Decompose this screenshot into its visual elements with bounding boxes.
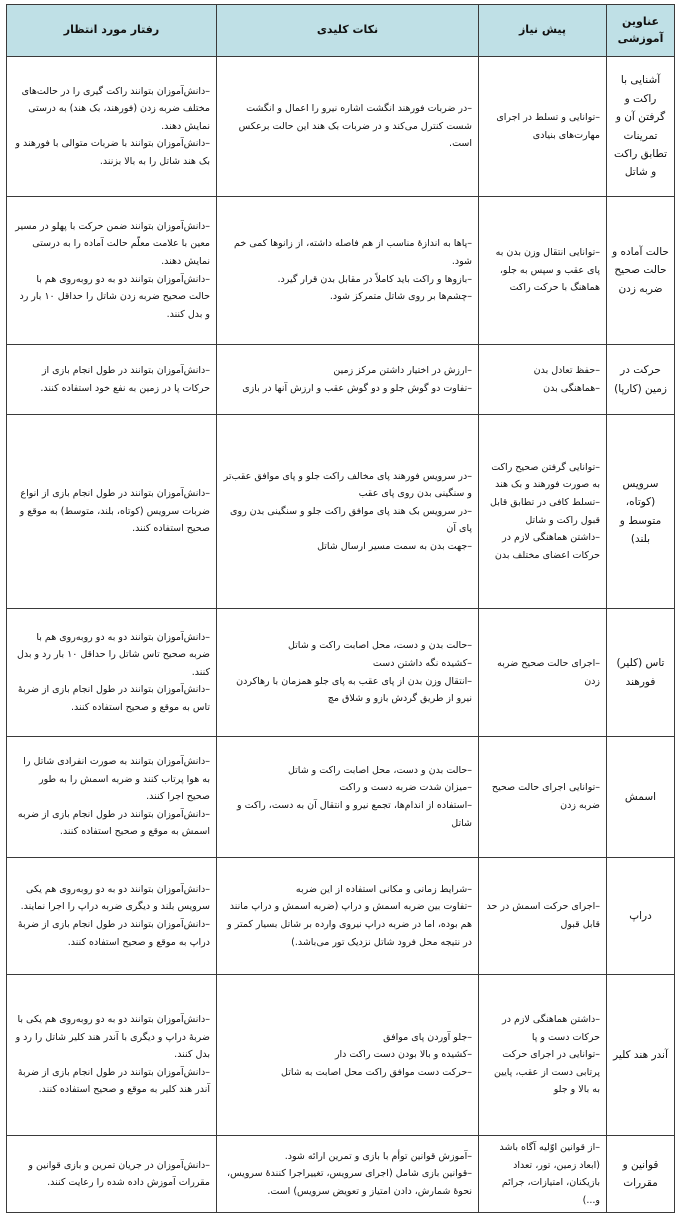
key-point-cell xyxy=(217,609,479,737)
prerequisite-item: – توانایی انتقال وزن بدن به پای عقب و سپس به جلو، هماهنگ با حرکت راکت xyxy=(485,244,600,297)
header-expected-behavior: رفتار مورد انتظار xyxy=(7,5,217,57)
prerequisite-cell xyxy=(479,415,607,609)
key-point-item: – جهت بدن به سمت مسیر ارسال شاتل xyxy=(223,538,472,556)
key-point-cell xyxy=(217,197,479,345)
key-point-item: – قوانین بازی شامل (اجرای سرویس، تغییراجرا کنندهٔ سرویس، نحوهٔ شمارش، دادن امتیاز و تعویض سرویس) است. xyxy=(223,1165,472,1200)
expected-behavior-cell xyxy=(7,858,217,975)
prerequisite-item: – هماهنگی بدن xyxy=(485,380,600,398)
expected-behavior-item: – دانش‌آموزان بتوانند دو به دو روبه‌روی هم یکی سرویس بلند و دیگری ضربه دراپ را اجرا نمایند. xyxy=(13,881,210,916)
key-point-cell xyxy=(217,345,479,415)
prerequisite-item: – توانایی اجرای حالت صحیح ضربه زدن xyxy=(485,779,600,814)
key-point-cell xyxy=(217,415,479,609)
key-point-cell xyxy=(217,858,479,975)
prerequisite-item: – اجرای حرکت اسمش در حد قابل قبول xyxy=(485,898,600,933)
expected-behavior-cell xyxy=(7,197,217,345)
prerequisite-item: – حفظ تعادل بدن xyxy=(485,362,600,380)
prerequisite-item: – داشتن هماهنگی لازم در حرکات دست و پا xyxy=(485,1011,600,1046)
key-point-item: – تفاوت دو گوش جلو و دو گوش عقب و ارزش آنها در بازی xyxy=(223,380,472,398)
topic-cell: حالت آماده و حالت صحیح ضربه زدن xyxy=(607,197,675,345)
key-point-item: – میزان شدت ضربه دست و راکت xyxy=(223,779,472,797)
expected-behavior-item: – دانش‌آموزان بتوانند دو به دو روبه‌روی هم با ضربه صحیح تاس شاتل را حداقل ۱۰ بار رد و بدل کنند. xyxy=(13,629,210,682)
expected-behavior-cell xyxy=(7,57,217,197)
prerequisite-item: – داشتن هماهنگی لازم در حرکات اعضای مختلف بدن xyxy=(485,529,600,564)
table-row xyxy=(7,858,675,975)
key-point-item: – آموزش قوانین توأم با بازی و تمرین ارائه شود. xyxy=(223,1148,472,1166)
key-point-item: – در سرویس فورهند پای مخالف راکت جلو و پای موافق عقب‌تر و سنگینی بدن روی پای عقب xyxy=(223,468,472,503)
prerequisite-item: – توانایی و تسلط در اجرای مهارت‌های بنیادی xyxy=(485,109,600,144)
page xyxy=(6,4,674,1212)
topic-cell: قوانین و مقررات xyxy=(607,1136,675,1213)
key-point-item: – حالت بدن و دست، محل اصابت راکت و شاتل xyxy=(223,762,472,780)
table-row xyxy=(7,609,675,737)
table-row xyxy=(7,975,675,1136)
prerequisite-item: – از قوانین اوّلیه آگاه باشد (ابعاد زمین، تور، تعداد بازیکنان، امتیازات، جرائم و...) xyxy=(485,1139,600,1209)
key-point-cell xyxy=(217,975,479,1136)
key-point-item: – جلو آوردن پای موافق xyxy=(223,1029,472,1047)
key-point-item: – تفاوت بین ضربه اسمش و دراپ (ضربه اسمش و دراپ مانند هم بوده، اما در ضربه دراپ نیروی وارده بر شاتل بسیار کمتر و در نتیجه محل فرود شاتل نزدیک تور می‌باشد.) xyxy=(223,898,472,951)
prerequisite-cell xyxy=(479,197,607,345)
prerequisite-cell xyxy=(479,57,607,197)
header-key-points: نکات کلیدی xyxy=(217,5,479,57)
header-topics: عناوین آموزشی xyxy=(607,5,675,57)
prerequisite-cell xyxy=(479,609,607,737)
expected-behavior-item: – دانش‌آموزان بتوانند راکت گیری را در حالت‌های مختلف ضربه زدن (فورهند، بک هند) به درستی نمایش دهند. xyxy=(13,83,210,136)
expected-behavior-cell xyxy=(7,415,217,609)
prerequisite-cell xyxy=(479,975,607,1136)
expected-behavior-item: – دانش‌آموزان بتوانند در طول انجام بازی از ضربهٔ دراپ به موقع و صحیح استفاده کنند. xyxy=(13,916,210,951)
expected-behavior-item: – دانش‌آموزان بتوانند دو به دو روبه‌روی هم یکی با ضربهٔ دراپ و دیگری با آندر هند کلیر شاتل را رد و بدل کنند. xyxy=(13,1011,210,1064)
header-row xyxy=(7,5,675,57)
topic-cell: تاس (کلیر) فورهند xyxy=(607,609,675,737)
prerequisite-cell xyxy=(479,345,607,415)
key-point-item: – در ضربات فورهند انگشت اشاره نیرو را اعمال و انگشت شست کنترل می‌کند و در ضربات بک هند این حالت برعکس است. xyxy=(223,100,472,153)
key-point-item: – حالت بدن و دست، محل اصابت راکت و شاتل xyxy=(223,637,472,655)
key-point-item: – پاها به اندازهٔ مناسب از هم فاصله داشته، از زانوها کمی خم شود. xyxy=(223,235,472,270)
curriculum-table xyxy=(6,4,675,1213)
key-point-item: – انتقال وزن بدن از پای عقب به پای جلو همزمان با رهاکردن نیرو از طریق گردش بازو و شلاق مچ xyxy=(223,673,472,708)
prerequisite-item: – توانایی در اجرای حرکت پرتابی دست از عقب، پایین به بالا و جلو xyxy=(485,1046,600,1099)
prerequisite-cell xyxy=(479,737,607,858)
prerequisite-cell xyxy=(479,858,607,975)
expected-behavior-item: – دانش‌آموزان بتوانند دو به دو روبه‌روی هم با حالت صحیح ضربه زدن شاتل را حداقل ۱۰ بار رد و بدل کنند. xyxy=(13,271,210,324)
topic-cell: دراپ xyxy=(607,858,675,975)
key-point-cell xyxy=(217,737,479,858)
table-row xyxy=(7,57,675,197)
expected-behavior-cell xyxy=(7,345,217,415)
expected-behavior-item: – دانش‌آموزان در جریان تمرین و بازی قوانین و مقررات آموزش داده شده را رعایت کنند. xyxy=(13,1157,210,1192)
expected-behavior-item: – دانش‌آموزان بتوانند در طول انجام بازی از ضربهٔ تاس به موقع و صحیح استفاده کنند. xyxy=(13,681,210,716)
key-point-cell xyxy=(217,57,479,197)
topic-cell: آشنایی با راکت و گرفتن آن و تمرینات تطابق راکت و شاتل xyxy=(607,57,675,197)
expected-behavior-item: – دانش‌آموزان بتوانند در طول انجام بازی از حرکات پا در زمین به نفع خود استفاده کنند. xyxy=(13,362,210,397)
expected-behavior-item: – دانش‌آموزان بتوانند در طول انجام بازی از ضربهٔ آندر هند کلیر به موقع و صحیح استفاده کنند. xyxy=(13,1064,210,1099)
expected-behavior-item: – دانش‌آموزان بتوانند با ضربات متوالی با فورهند و بک هند شاتل را به بالا بزنند. xyxy=(13,135,210,170)
table-row xyxy=(7,197,675,345)
expected-behavior-cell xyxy=(7,1136,217,1213)
header-prerequisites: پیش نیاز xyxy=(479,5,607,57)
table-row xyxy=(7,415,675,609)
key-point-item: – حرکت دست موافق راکت محل اصابت به شاتل xyxy=(223,1064,472,1082)
expected-behavior-item: – دانش‌آموزان بتوانند در طول انجام بازی از ضربه اسمش به موقع و صحیح استفاده کنند. xyxy=(13,806,210,841)
key-point-item: – چشم‌ها بر روی شاتل متمرکز شود. xyxy=(223,288,472,306)
expected-behavior-item: – دانش‌آموزان بتوانند به صورت انفرادی شاتل را به هوا پرتاب کنند و ضربه اسمش را به طور صحیح اجرا کنند. xyxy=(13,753,210,806)
key-point-item: – بازوها و راکت باید کاملاً در مقابل بدن قرار گیرد. xyxy=(223,271,472,289)
expected-behavior-cell xyxy=(7,609,217,737)
table-row xyxy=(7,737,675,858)
key-point-cell xyxy=(217,1136,479,1213)
table-row xyxy=(7,1136,675,1213)
topic-cell: اسمش xyxy=(607,737,675,858)
prerequisite-cell xyxy=(479,1136,607,1213)
key-point-item: – ارزش در اختیار داشتن مرکز زمین xyxy=(223,362,472,380)
table-row xyxy=(7,345,675,415)
topic-cell: سرویس (کوتاه، متوسط و بلند) xyxy=(607,415,675,609)
key-point-item: – کشیده و بالا بودن دست راکت دار xyxy=(223,1046,472,1064)
prerequisite-item: – اجرای حالت صحیح ضربه زدن xyxy=(485,655,600,690)
expected-behavior-item: – دانش‌آموزان بتوانند ضمن حرکت با پهلو در مسیر معین با علامت معلّم حالت آماده را به درستی نمایش دهند. xyxy=(13,218,210,271)
expected-behavior-item: – دانش‌آموزان بتوانند در طول انجام بازی از انواع ضربات سرویس (کوتاه، بلند، متوسط) به موقع و صحیح استفاده کنند. xyxy=(13,485,210,538)
key-point-item: – کشیده نگه داشتن دست xyxy=(223,655,472,673)
key-point-item: – استفاده از اندام‌ها، تجمع نیرو و انتقال آن به دست، راکت و شاتل xyxy=(223,797,472,832)
expected-behavior-cell xyxy=(7,975,217,1136)
topic-cell: آندر هند کلیر xyxy=(607,975,675,1136)
topic-cell: حرکت در زمین (کارپا) xyxy=(607,345,675,415)
key-point-item: – در سرویس بک هند پای موافق راکت جلو و سنگینی بدن روی پای آن xyxy=(223,503,472,538)
prerequisite-item: – تسلط کافی در تطابق قابل قبول راکت و شاتل xyxy=(485,494,600,529)
prerequisite-item: – توانایی گرفتن صحیح راکت به صورت فورهند و بک هند xyxy=(485,459,600,494)
key-point-item: – شرایط زمانی و مکانی استفاده از این ضربه xyxy=(223,881,472,899)
expected-behavior-cell xyxy=(7,737,217,858)
